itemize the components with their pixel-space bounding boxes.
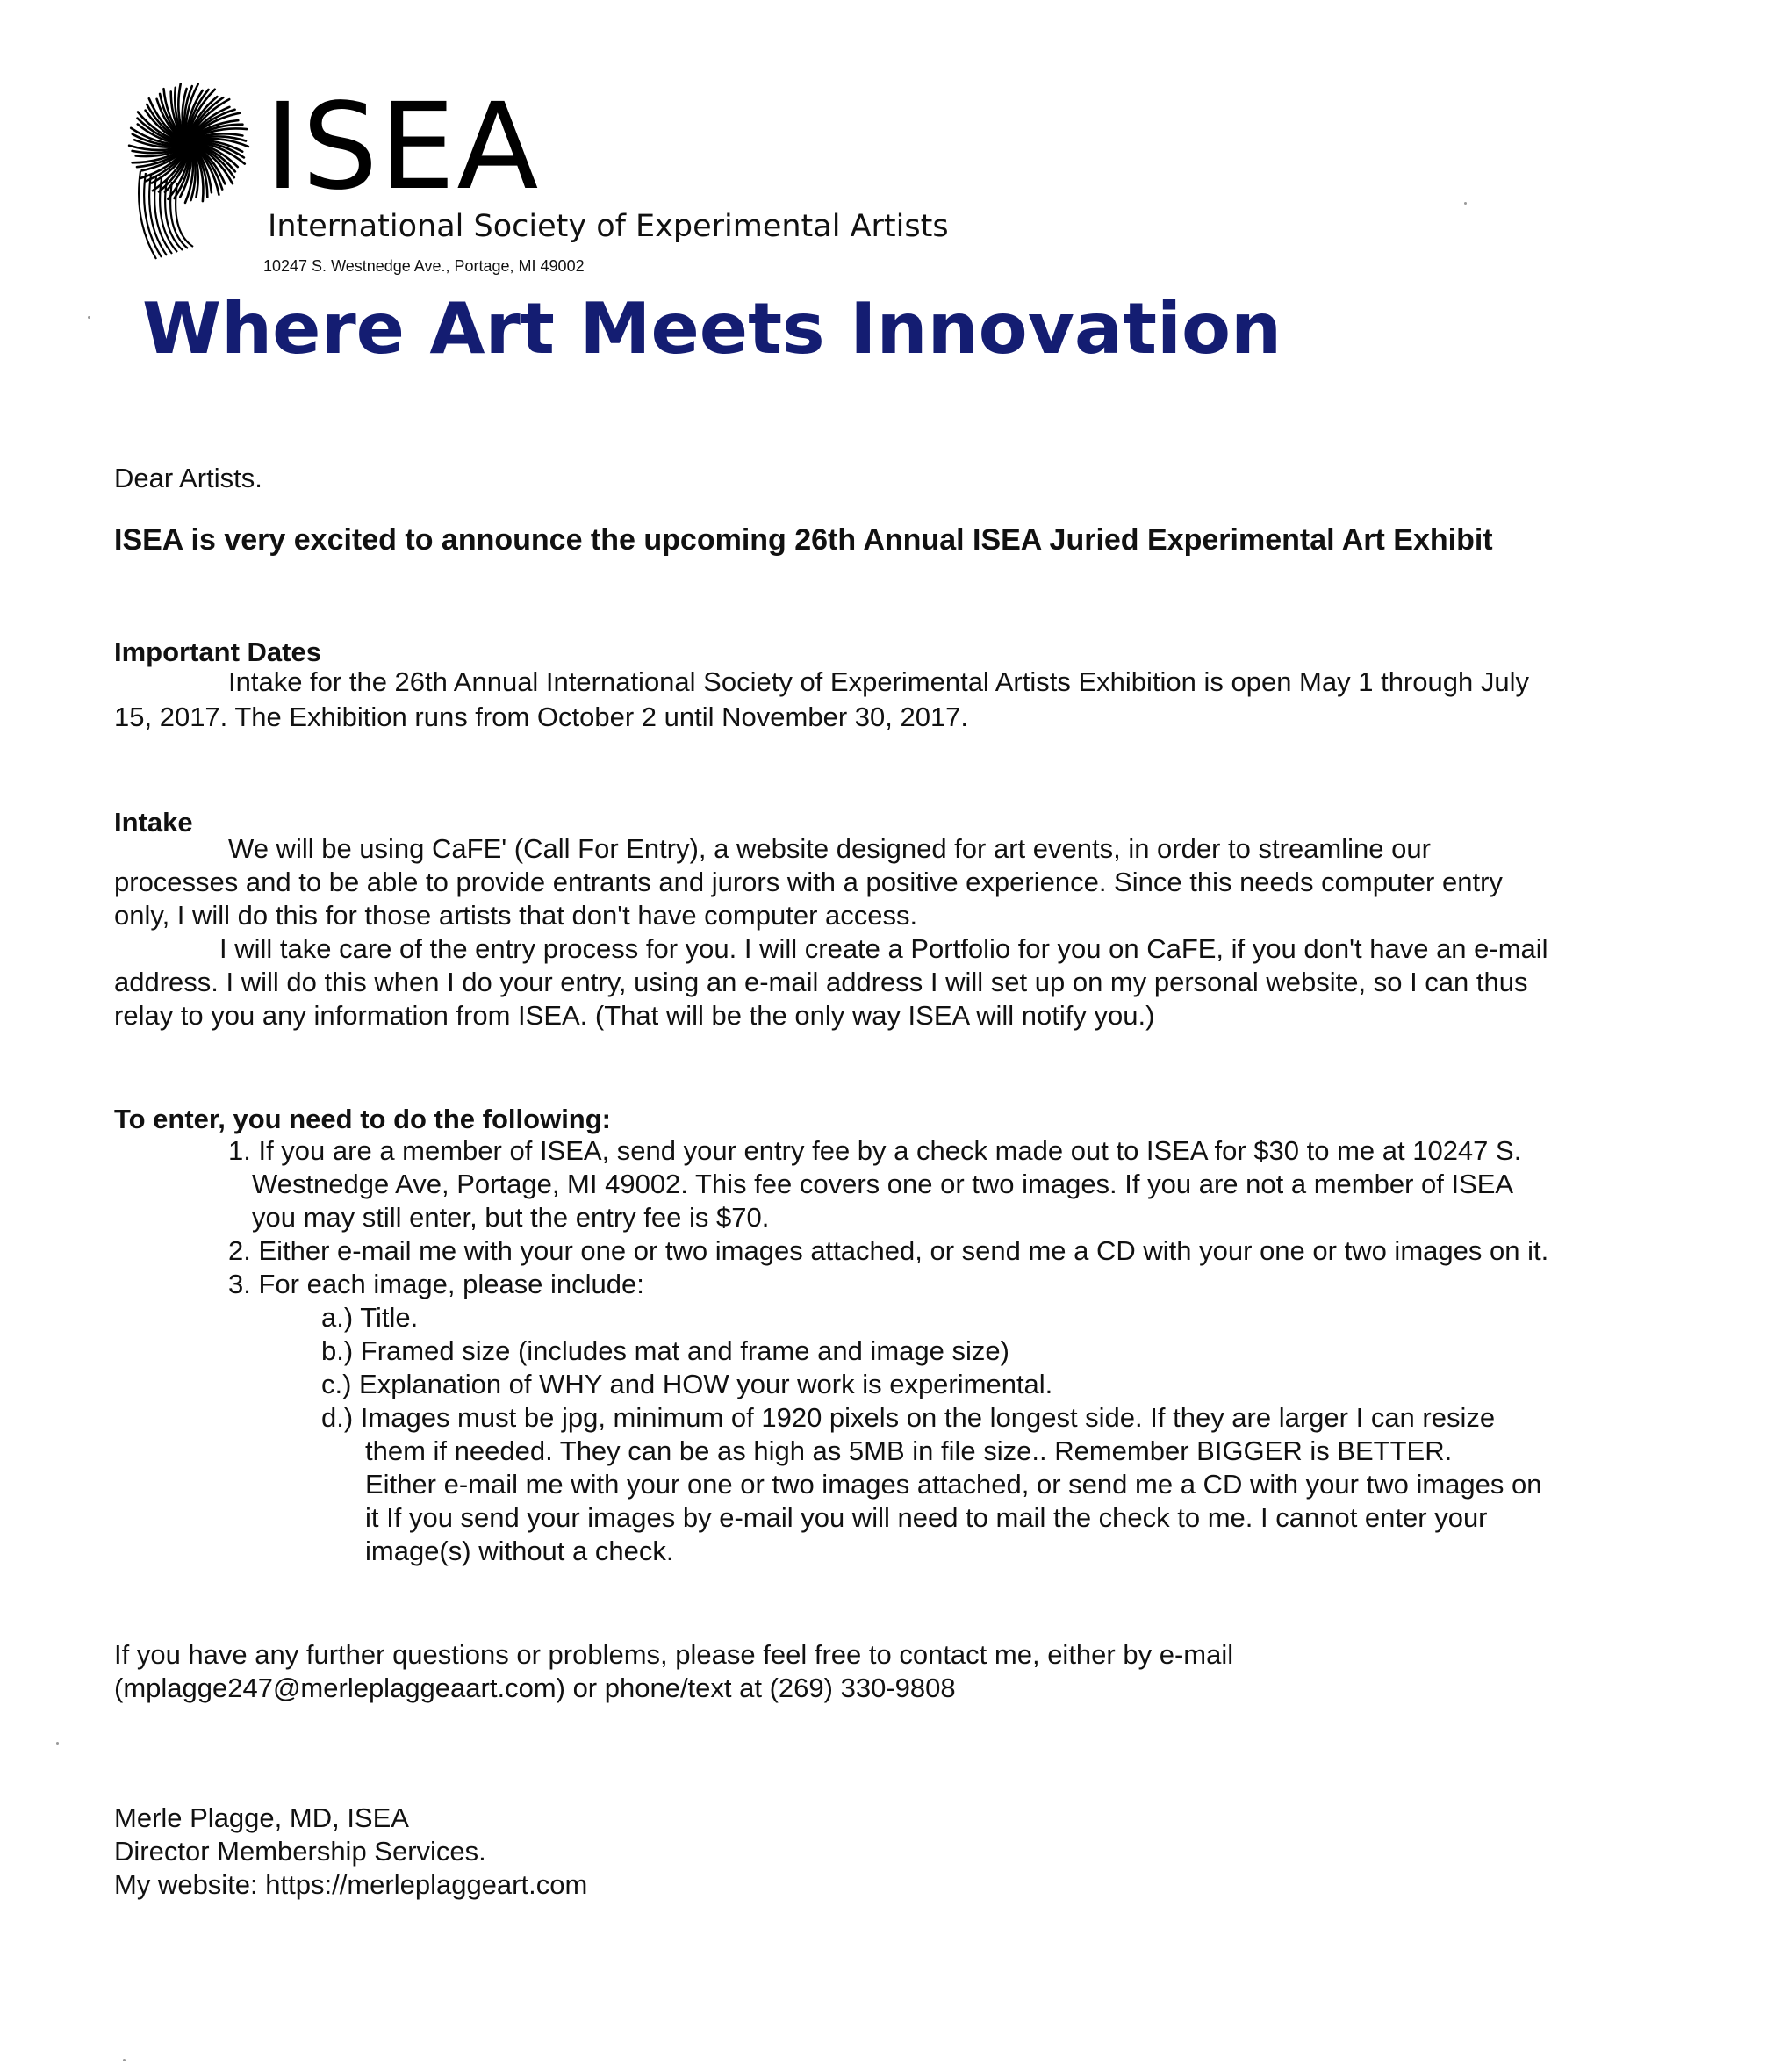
signer-name: Merle Plagge, MD, ISEA	[114, 1802, 409, 1833]
paragraph-line: I will take care of the entry process for you. I will create a Portfolio for you on CaFE, if you don't have an e-mail	[219, 933, 1548, 964]
list-item: 1. If you are a member of ISEA, send your entry fee by a check made out to ISEA for $30 to me at 10247 S.	[228, 1135, 1522, 1166]
important-dates-heading: Important Dates	[114, 637, 321, 667]
spiral-burst-icon	[114, 83, 263, 272]
paragraph-line: If you have any further questions or problems, please feel free to contact me, either by e-mail	[114, 1639, 1234, 1670]
intake-heading: Intake	[114, 807, 193, 838]
list-item: 3. For each image, please include:	[228, 1269, 644, 1299]
paragraph-line: We will be using CaFE' (Call For Entry), a website designed for art events, in order to streamline our	[228, 833, 1431, 864]
sub-list-item-continuation: image(s) without a check.	[365, 1536, 674, 1566]
sub-list-item: a.) Title.	[321, 1302, 419, 1333]
paragraph-line: processes and to be able to provide entrants and jurors with a positive experience. Since this needs computer entry	[114, 867, 1503, 897]
paragraph-line: Intake for the 26th Annual International Society of Experimental Artists Exhibition is open May 1 through July	[228, 666, 1529, 697]
headline: ISEA is very excited to announce the upcoming 26th Annual ISEA Juried Experimental Art Exhibit	[114, 523, 1493, 557]
list-item-continuation: you may still enter, but the entry fee is $70.	[252, 1202, 770, 1233]
signer-website: My website: https://merleplaggeart.com	[114, 1869, 588, 1900]
contact-details: (mplagge247@merleplaggeaart.com) or phone/text at (269) 330-9808	[114, 1673, 956, 1703]
sub-list-item-continuation: it If you send your images by e-mail you will need to mail the check to me. I cannot enter your	[365, 1502, 1488, 1533]
entry-instructions-heading: To enter, you need to do the following:	[114, 1104, 612, 1134]
organization-full-name: International Society of Experimental Artists	[268, 209, 949, 244]
brand-name: ISEA	[265, 78, 541, 217]
signer-title: Director Membership Services.	[114, 1836, 486, 1867]
list-item: 2. Either e-mail me with your one or two images attached, or send me a CD with your one or two images on it.	[228, 1235, 1549, 1266]
tagline: Where Art Meets Innovation	[142, 288, 1282, 370]
sub-list-item-continuation: Either e-mail me with your one or two images attached, or send me a CD with your two images on	[365, 1469, 1542, 1500]
scan-speck	[1464, 202, 1467, 205]
scan-speck	[88, 316, 90, 319]
scan-speck	[56, 1742, 59, 1745]
sub-list-item: b.) Framed size (includes mat and frame and image size)	[321, 1335, 1009, 1366]
list-item-continuation: Westnedge Ave, Portage, MI 49002. This fee covers one or two images. If you are not a member of ISEA	[252, 1169, 1514, 1199]
organization-address: 10247 S. Westnedge Ave., Portage, MI 49002	[263, 257, 585, 275]
sub-list-item-continuation: them if needed. They can be as high as 5MB in file size.. Remember BIGGER is BETTER.	[365, 1435, 1453, 1466]
paragraph-line: relay to you any information from ISEA. (That will be the only way ISEA will notify you.)	[114, 1000, 1155, 1031]
paragraph-line: only, I will do this for those artists that don't have computer access.	[114, 900, 918, 931]
paragraph-line: 15, 2017. The Exhibition runs from October 2 until November 30, 2017.	[114, 701, 969, 732]
sub-list-item: c.) Explanation of WHY and HOW your work is experimental.	[321, 1369, 1053, 1399]
sub-list-item: d.) Images must be jpg, minimum of 1920 pixels on the longest side. If they are larger I can resize	[321, 1402, 1496, 1433]
paragraph-line: address. I will do this when I do your entry, using an e-mail address I will set up on my personal website, so I can thus	[114, 967, 1528, 997]
scan-speck	[123, 2059, 126, 2061]
salutation: Dear Artists.	[114, 463, 262, 493]
